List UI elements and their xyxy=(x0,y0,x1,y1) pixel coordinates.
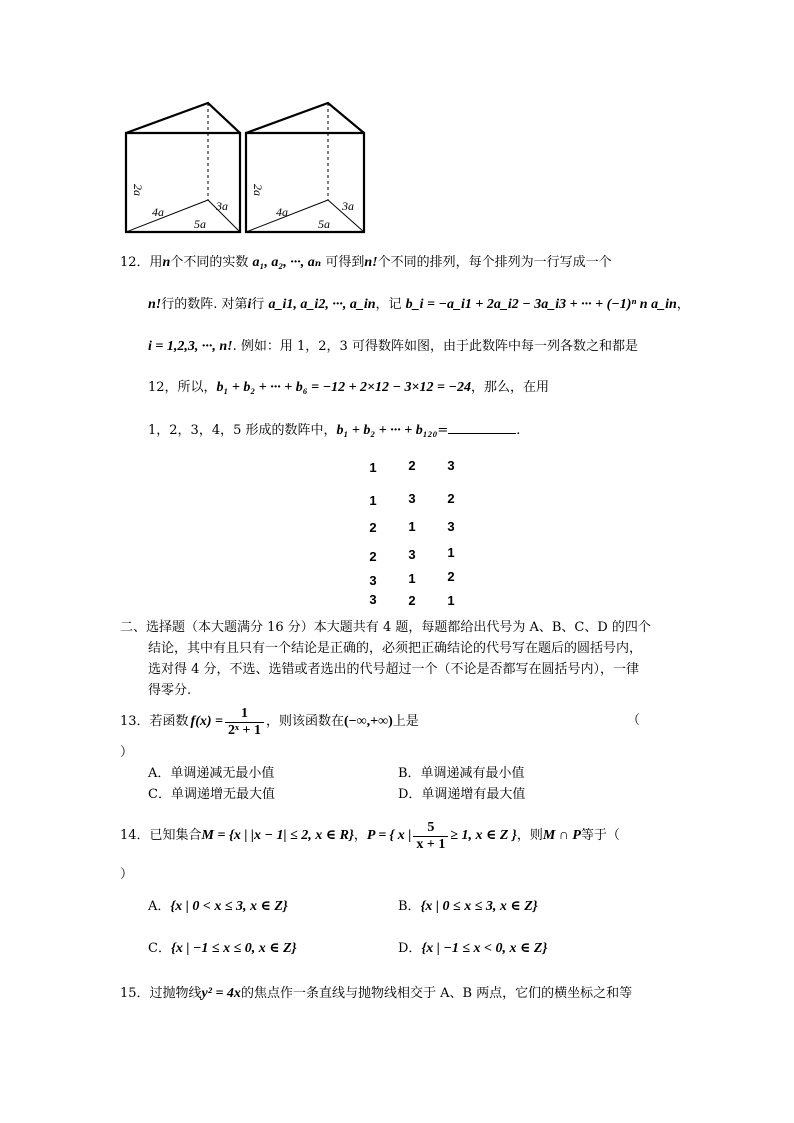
q12-line1: 12．用n个不同的实数 a₁, a₂, ···, aₙ 可得到n!个不同的排列，每个排列为一行写成一个 xyxy=(120,255,612,270)
table-cell: 1 xyxy=(447,593,455,608)
label-right-1: 3a xyxy=(216,199,228,213)
label-right-2: 3a xyxy=(342,199,354,213)
table-cell: 2 xyxy=(369,520,377,535)
q14-stem: 14．已知集合 M = {x | |x − 1| ≤ 2, x ∈ R} ， P = { x | $\frac{5}{x + 1}$ ≥ 1, x ∈ Z } ，则 M ∩ P 等于（ xyxy=(120,819,620,852)
section2-line1: 二、选择题（本大题满分 16 分）本大题共有 4 题，每题都给出代号为 A、B、C、D 的四个 xyxy=(120,620,651,635)
label-back-2: 5a xyxy=(318,217,330,231)
q14-option-b[interactable]: B．{x | 0 ≤ x ≤ 3, x ∈ Z} xyxy=(398,899,538,914)
table-cell: 1 xyxy=(447,545,455,560)
table-cell: 3 xyxy=(447,458,455,473)
label-side-2: 2a xyxy=(251,184,265,196)
permutation-table xyxy=(360,456,470,612)
label-front-2: 4a xyxy=(276,205,288,219)
label-side-1: 2a xyxy=(131,184,145,196)
q13-option-d[interactable]: D．单调递增有最大值 xyxy=(398,787,526,802)
q14-option-a[interactable]: A．{x | 0 < x ≤ 3, x ∈ Z} xyxy=(148,899,288,914)
q13-option-c[interactable]: C．单调递增无最大值 xyxy=(148,787,275,802)
q12-line3: i = 1,2,3, ···, n!. 例如：用 1，2，3 可得数阵如图，由于此数阵中每一列各数之和都是 xyxy=(148,339,638,354)
q14-option-c[interactable]: C．{x | −1 ≤ x ≤ 0, x ∈ Z} xyxy=(148,941,297,956)
prism-figure xyxy=(120,100,380,240)
q14-fraction: $\frac{5}{x + 1}$ xyxy=(413,820,448,853)
q15-stem: 15．过抛物线y² = 4x的焦点作一条直线与抛物线相交于 A、B 两点，它们的横坐标之和等 xyxy=(120,986,633,1001)
table-cell: 2 xyxy=(447,491,455,506)
q13-paren-open: （ xyxy=(627,713,641,728)
section2-line3: 选对得 4 分，不选、选错或者选出的代号超过一个（不论是否都写在圆括号内），一律 xyxy=(148,662,640,677)
table-cell: 3 xyxy=(369,592,377,607)
table-cell: 1 xyxy=(369,493,377,508)
label-front-1: 4a xyxy=(152,205,164,219)
table-cell: 3 xyxy=(408,547,416,562)
table-cell: 3 xyxy=(447,519,455,534)
q12-line5: 1，2，3，4，5 形成的数阵中，b₁ + b₂ + ··· + b₁₂₀= . xyxy=(148,423,521,438)
answer-blank[interactable] xyxy=(448,421,516,434)
table-cell: 1 xyxy=(408,519,416,534)
table-cell: 1 xyxy=(408,571,416,586)
q12-line2: n!行的数阵. 对第i行 a_i1, a_i2, ···, a_in，记 b_i = −a_i1 + 2a_i2 − 3a_i3 + ··· + (−1)ⁿ n a_in， xyxy=(148,297,690,312)
q13-option-a[interactable]: A．单调递减无最小值 xyxy=(148,766,275,781)
table-cell: 3 xyxy=(369,573,377,588)
table-cell: 2 xyxy=(447,569,455,584)
table-cell: 2 xyxy=(408,593,416,608)
q13-fraction: $\frac{1}{\text{2ˣ + 1}}$ xyxy=(225,706,264,739)
q13-option-b[interactable]: B．单调递减有最小值 xyxy=(398,766,525,781)
section2-line2: 结论，其中有且只有一个结论是正确的，必须把正确结论的代号写在题后的圆括号内， xyxy=(148,641,643,656)
q14-option-d[interactable]: D．{x | −1 ≤ x < 0, x ∈ Z} xyxy=(398,941,548,956)
q13-stem: 13．若函数 f(x) = $\frac{1}{\text{2ˣ + 1}}$ ，则该函数在 (−∞,+∞) 上是 xyxy=(120,705,419,738)
label-back-1: 5a xyxy=(194,217,206,231)
q14-paren-close: ） xyxy=(120,867,134,882)
q12-line4: 12，所以，b₁ + b₂ + ··· + b₆ = −12 + 2×12 − 3×12 = −24，那么，在用 xyxy=(148,380,549,395)
section2-line4: 得零分. xyxy=(148,683,192,698)
q13-paren-close: ） xyxy=(120,745,134,760)
table-cell: 2 xyxy=(408,458,416,473)
table-cell: 1 xyxy=(369,460,377,475)
table-cell: 2 xyxy=(369,549,377,564)
table-cell: 3 xyxy=(408,491,416,506)
